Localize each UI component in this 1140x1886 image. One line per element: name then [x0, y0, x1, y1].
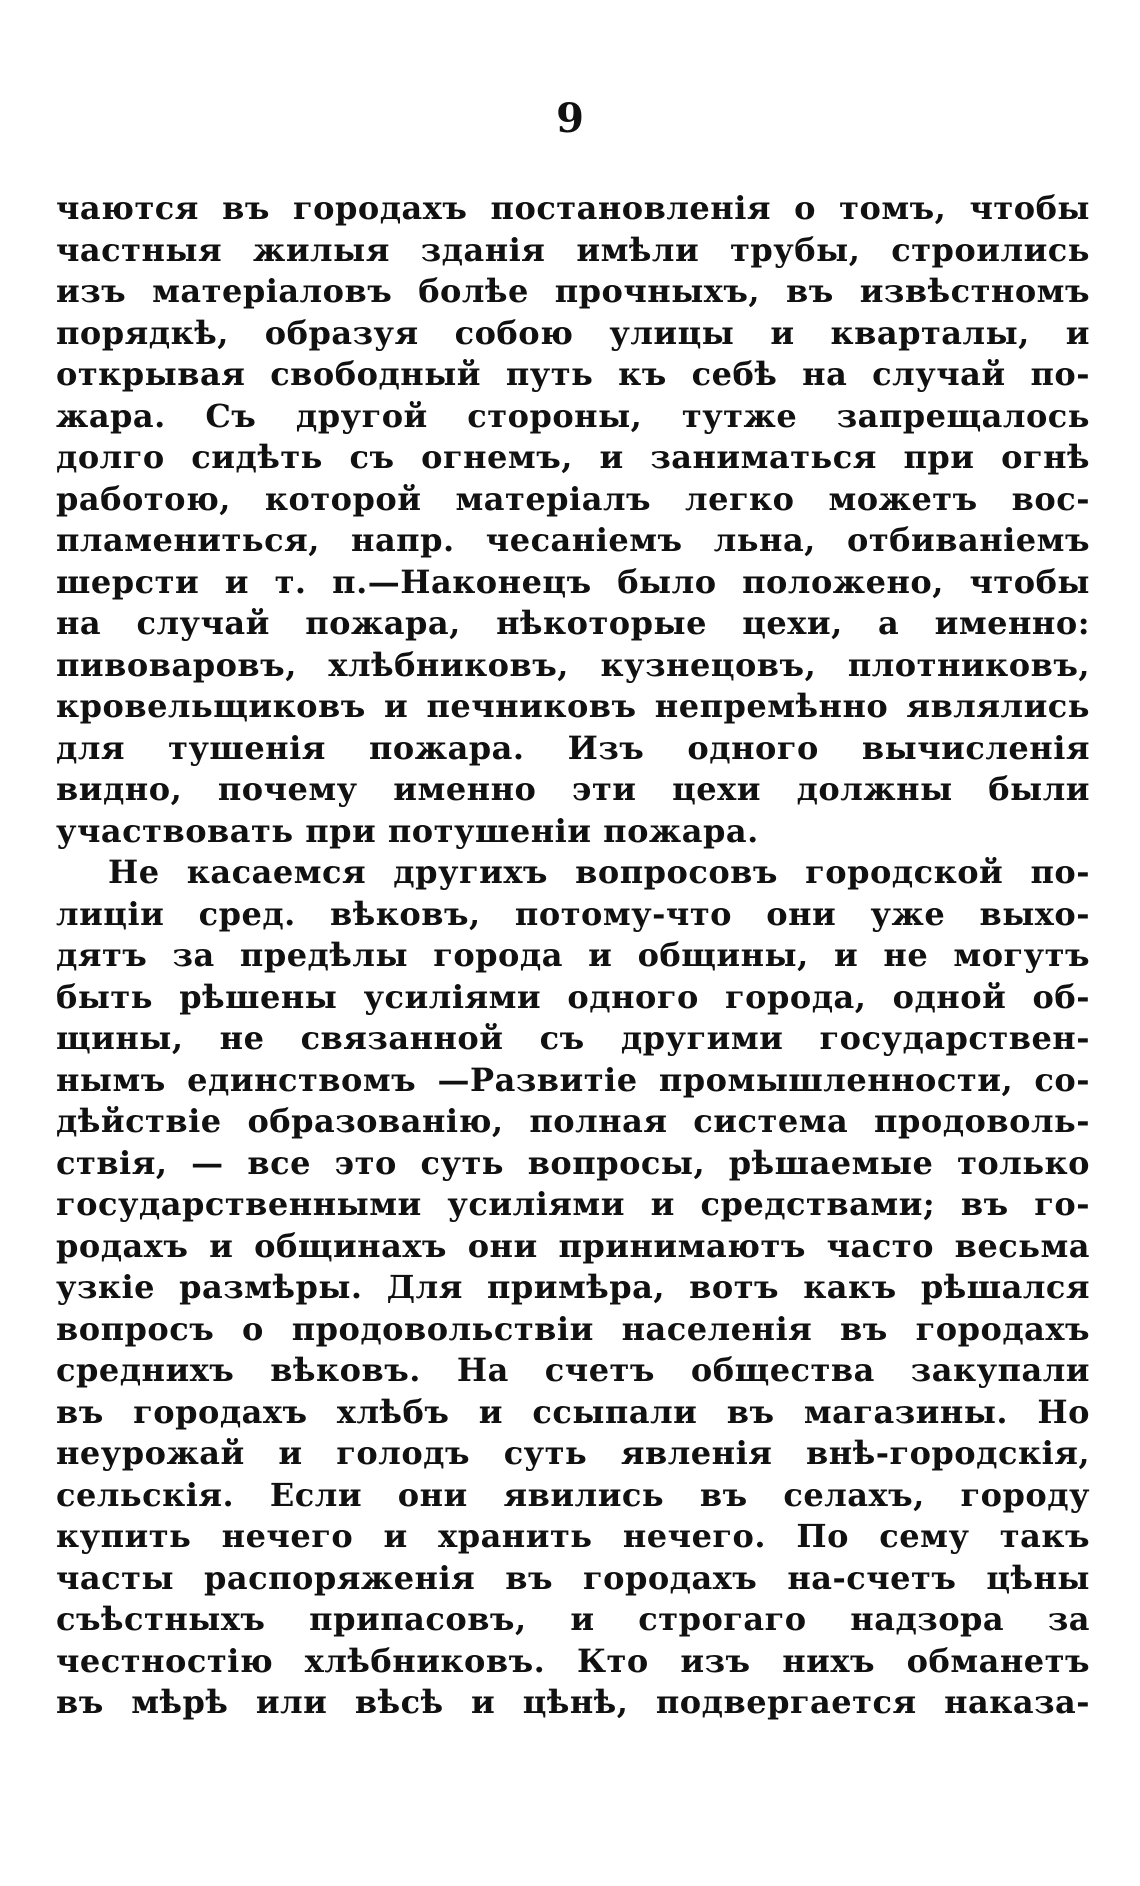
text-line: порядкѣ, образуя собою улицы и кварталы, и	[56, 313, 1090, 352]
body-text	[56, 188, 1090, 1724]
text-line: въ мѣрѣ или вѣсѣ и цѣнѣ, подвергается наказа-	[56, 1683, 1090, 1721]
text-line: лиціи сред. вѣковъ, потому-что они уже выхо-	[56, 894, 1090, 933]
text-line: быть рѣшены усиліями одного города, одной об-	[56, 977, 1090, 1016]
text-line: родахъ и общинахъ они принимаютъ часто весьма	[56, 1226, 1090, 1265]
text-line: работою, которой матеріалъ легко можетъ вос-	[56, 479, 1090, 518]
text-line: чаются въ городахъ постановленія о томъ, чтобы	[56, 189, 1090, 227]
text-line: пламениться, напр. чесаніемъ льна, отбиваніемъ	[56, 521, 1090, 559]
text-line: жара. Съ другой стороны, тутже запрещалось	[56, 396, 1090, 435]
text-line: въ городахъ хлѣбъ и ссыпали въ магазины. Но	[56, 1392, 1090, 1431]
text-line: пивоваровъ, хлѣбниковъ, кузнецовъ, плотниковъ,	[56, 645, 1090, 684]
text-line: часты распоряженія въ городахъ на-счетъ цѣны	[56, 1558, 1090, 1597]
text-line: дятъ за предѣлы города и общины, и не могутъ	[56, 936, 1090, 974]
text-line: на случай пожара, нѣкоторые цехи, а именно:	[56, 604, 1090, 642]
text-line: честностію хлѣбниковъ. Кто изъ нихъ обманетъ	[56, 1641, 1090, 1680]
page-number: 9	[556, 95, 584, 142]
text-line: частныя жилыя зданія имѣли трубы, строились	[56, 230, 1090, 269]
text-line: долго сидѣть съ огнемъ, и заниматься при огнѣ	[56, 438, 1090, 476]
text-line: нымъ единствомъ —Развитіе промышленности, со-	[56, 1060, 1090, 1099]
text-line: кровельщиковъ и печниковъ непремѣнно являлись	[56, 687, 1090, 725]
text-line-paragraph-start: Не касаемся другихъ вопросовъ городской по-	[108, 853, 1090, 891]
text-line: изъ матеріаловъ болѣе прочныхъ, въ извѣстномъ	[56, 272, 1090, 310]
text-line: видно, почему именно эти цехи должны были	[56, 770, 1090, 808]
text-line: сельскія. Если они явились въ селахъ, городу	[56, 1475, 1090, 1514]
text-line: щины, не связанной съ другими государствен-	[56, 1019, 1090, 1057]
text-line-paragraph-end: участвовать при потушеніи пожара.	[56, 811, 759, 850]
text-line: шерсти и т. п.—Наконецъ было положено, чтобы	[56, 562, 1090, 601]
text-line: открывая свободный путь къ себѣ на случай по-	[56, 355, 1090, 393]
text-line: купить нечего и хранить нечего. По сему такъ	[56, 1517, 1090, 1555]
text-line: неурожай и голодъ суть явленія внѣ-городскія,	[56, 1434, 1090, 1472]
text-line: узкіе размѣры. Для примѣра, вотъ какъ рѣшался	[56, 1268, 1090, 1306]
text-line: съѣстныхъ припасовъ, и строгаго надзора за	[56, 1600, 1090, 1638]
text-line: среднихъ вѣковъ. На счетъ общества закупали	[56, 1351, 1090, 1389]
text-line: государственными усиліями и средствами; въ го-	[56, 1185, 1090, 1223]
text-line: вопросъ о продовольствіи населенія въ городахъ	[56, 1309, 1090, 1348]
text-line: для тушенія пожара. Изъ одного вычисленія	[56, 728, 1090, 767]
text-line: ствія, — все это суть вопросы, рѣшаемые только	[56, 1143, 1090, 1182]
text-line: дѣйствіе образованію, полная система продоволь-	[56, 1102, 1090, 1140]
